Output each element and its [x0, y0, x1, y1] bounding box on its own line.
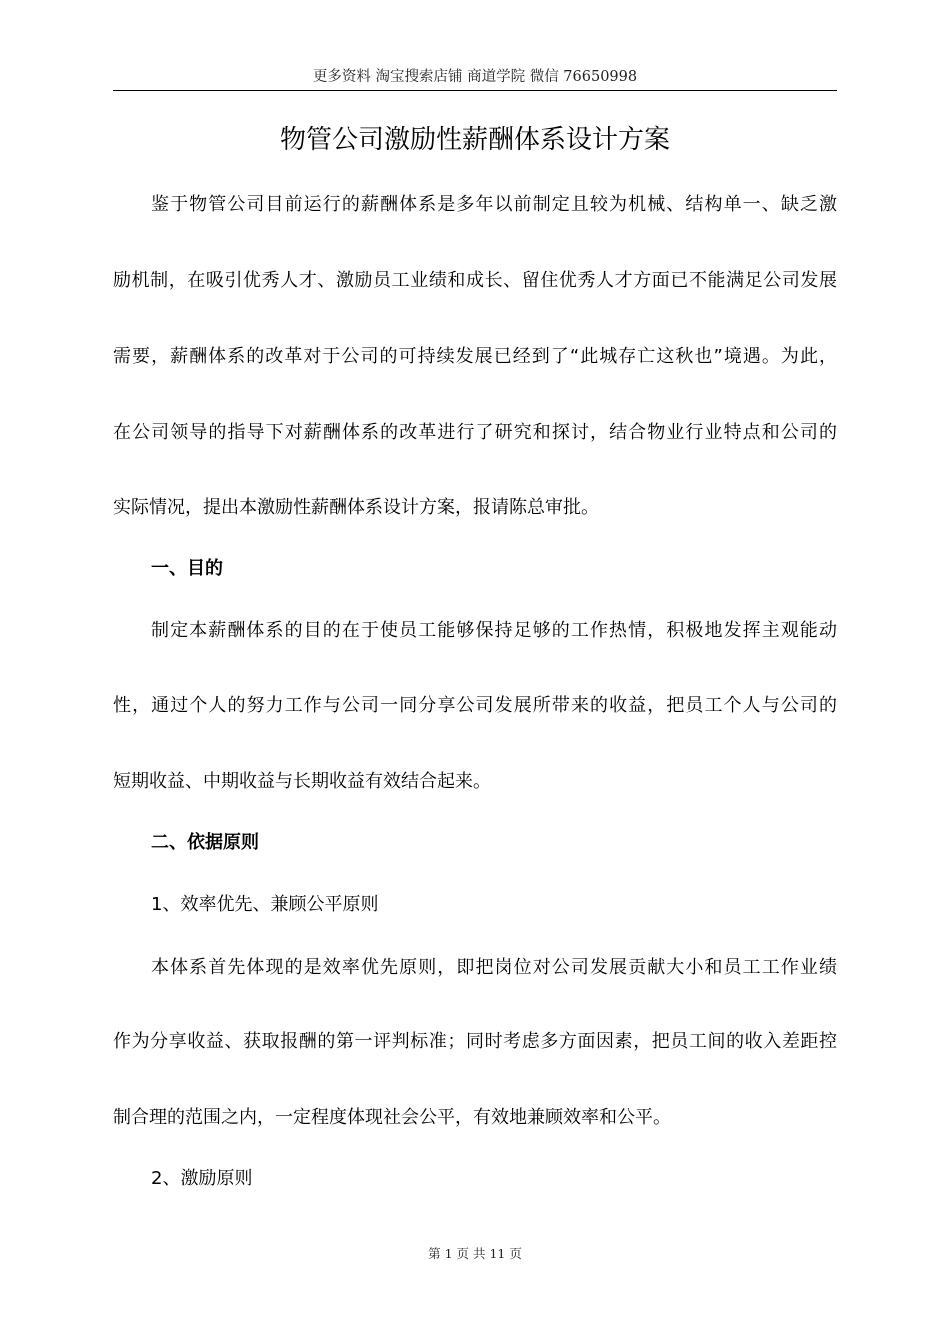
- section1-line-3: 短期收益、中期收益与长期收益有效结合起来。: [113, 771, 491, 792]
- section-heading-purpose: 一、目的: [151, 558, 223, 579]
- document-title: 物管公司激励性薪酬体系设计方案: [279, 125, 670, 155]
- sub1-line-2: 作为分享收益、获取报酬的第一评判标准；同时考虑多方面因素，把员工间的收入差距控: [113, 1031, 837, 1052]
- subsection-heading-efficiency: 1、效率优先、兼顾公平原则: [151, 894, 379, 915]
- intro-line-5: 实际情况，提出本激励性薪酬体系设计方案，报请陈总审批。: [113, 497, 599, 518]
- section1-line-1: 制定本薪酬体系的目的在于使员工能够保持足够的工作热情，积极地发挥主观能动: [151, 620, 837, 641]
- subsection-heading-incentive: 2、激励原则: [151, 1168, 253, 1189]
- intro-line-4: 在公司领导的指导下对薪酬体系的改革进行了研究和探讨，结合物业行业特点和公司的: [113, 422, 837, 443]
- sub1-line-1: 本体系首先体现的是效率优先原则，即把岗位对公司发展贡献大小和员工工作业绩: [151, 957, 837, 978]
- section-heading-principles: 二、依据原则: [151, 832, 259, 853]
- intro-line-2: 励机制，在吸引优秀人才、激励员工业绩和成长、留住优秀人才方面已不能满足公司发展: [113, 270, 837, 291]
- intro-line-3: 需要，薪酬体系的改革对于公司的可持续发展已经到了“此城存亡这秋也”境遇。为此，: [113, 346, 837, 367]
- section1-line-2: 性，通过个人的努力工作与公司一同分享公司发展所带来的收益，把员工个人与公司的: [113, 695, 837, 716]
- intro-line-1: 鉴于物管公司目前运行的薪酬体系是多年以前制定且较为机械、结构单一、缺乏激: [151, 194, 837, 215]
- sub1-line-3: 制合理的范围之内，一定程度体现社会公平，有效地兼顾效率和公平。: [113, 1107, 671, 1128]
- page-footer: 第 1 页 共 11 页: [428, 1246, 522, 1261]
- page-header: 更多资料 淘宝搜索店铺 商道学院 微信 76650998: [113, 64, 837, 91]
